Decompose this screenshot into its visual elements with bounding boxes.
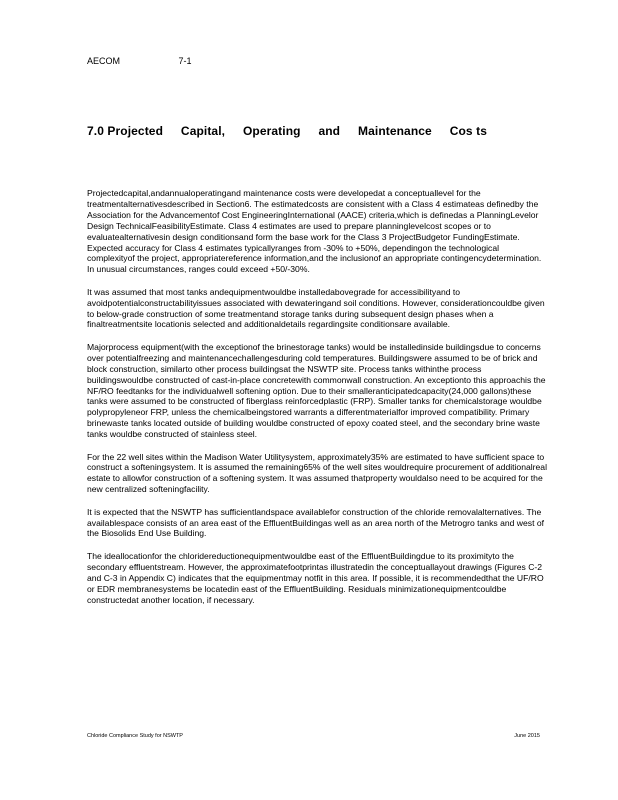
footer-document-title: Chloride Compliance Study for NSWTP bbox=[87, 733, 183, 739]
page-header bbox=[87, 56, 192, 66]
body-text bbox=[87, 188, 547, 617]
title-word: 7.0 Projected bbox=[87, 124, 164, 138]
paragraph-well-sites: For the 22 well sites within the Madison Water Utilitysystem, approximately35% are estimated to have sufficient space to construct a softeningsystem. It is assumed the remaining65% of the well sites wouldrequire procurement of additionalreal estate to allowfor construction of a softening system. It was assumed thatproperty wouldalso need to be acquired for the new centralized softeningfacility. bbox=[87, 451, 548, 495]
paragraph-cost-estimates: Projectedcapital,andannualoperatingand maintenance costs were developedat a conceptuallevel for the treatmentalternativesdescribed in Section6. The estimatedcosts are consistent with a Class 4 estimateas definedby the Association for the Advancementof Cost EngineeringInternational (AACE) criteria,which is definedas a PlanningLevelor Design TechnicalFeasibilityEstimate. Class 4 estimates are used to prepare planninglevelcost scopes or to evaluatealternativesin design conditionsand form the base work for the Class 3 ProjectBudgetor FundingEstimate. Expected accuracy for Class 4 estimates typicallyranges from -30% to +50%, dependingon the technological complexityof the project, appropriatereference information,and the inclusionof an appropriate contingencydetermination. In unusual circumstances, ranges could exceed +50/-30%. bbox=[87, 188, 542, 275]
company-name: AECOM bbox=[87, 56, 121, 66]
footer-date: June 2015 bbox=[514, 733, 540, 739]
title-word: Maintenance bbox=[358, 124, 432, 138]
page-footer bbox=[87, 733, 540, 739]
page-number: 7-1 bbox=[178, 56, 192, 66]
title-word: Cos ts bbox=[449, 124, 487, 138]
section-title bbox=[87, 124, 487, 138]
paragraph-nswtp-space: It is expected that the NSWTP has sufficientlandspace availablefor construction of the chloride removalalternatives. The availablespace consists of an area east of the EffluentBuildingas well as an area north of the Metrogro tanks and west of the Biosolids End Use Building. bbox=[87, 506, 545, 539]
title-word: Capital, bbox=[180, 124, 226, 138]
paragraph-tank-placement: It was assumed that most tanks andequipmentwouldbe installedabovegrade for accessibilityand to avoidpotentialconstructabilityissues associated with dewateringand soil conditions. However, considerationcouldbe given to below-grade construction of some treatmentand storage tanks during subsequent design phases when a finaltreatmentsite locationis selected and additionaldetails regardingsite conditionsare available. bbox=[87, 286, 545, 330]
paragraph-ideal-location: The ideallocationfor the chloridereductionequipmentwouldbe east of the EffluentBuildingdue to its proximityto the secondary effluentstream. However, the approximatefootprintas illustratedin the conceptuallayout drawings (Figures C-2 and C-3 in Appendix C) indicates that the equipmentmay notfit in this area. If possible, it is recommendedthat the UF/RO or EDR membranesystems be locatedin east of the EffluentBuilding. Residuals minimizationequipmentcouldbe constructedat another location, if necessary. bbox=[87, 550, 544, 605]
paragraph-process-equipment: Majorprocess equipment(with the exceptionof the brinestorage tanks) would be installedinside buildingsdue to concerns over potentialfreezing and maintenancechallengesduring cold temperatures. Buildingswere assumed to be of brick and block construction, similarto other process buildingsat the NSWTP site. Process tanks withinthe process buildingswouldbe constructed of cast-in-place concretewith commonwall construction. An exceptionto this approachis the NF/RO feedtanks for the individualwell softening option. Due to their smalleranticipatedcapacity(24,000 gallons)these tanks were assumed to be constructed of fiberglass reinforcedplastic (FRP). Smaller tanks for chemicalstorage wouldbe polypropyleneor FRP, unless the chemicalbeingstored warrants a differentmaterialfor improved compatibility. Primary brinewaste tanks located outside of building wouldbe constructed of epoxy coated steel, and the secondary brine waste tanks wouldbe constructed of stainless steel. bbox=[87, 341, 546, 440]
title-word: Operating bbox=[242, 124, 301, 138]
title-word: and bbox=[318, 124, 341, 138]
